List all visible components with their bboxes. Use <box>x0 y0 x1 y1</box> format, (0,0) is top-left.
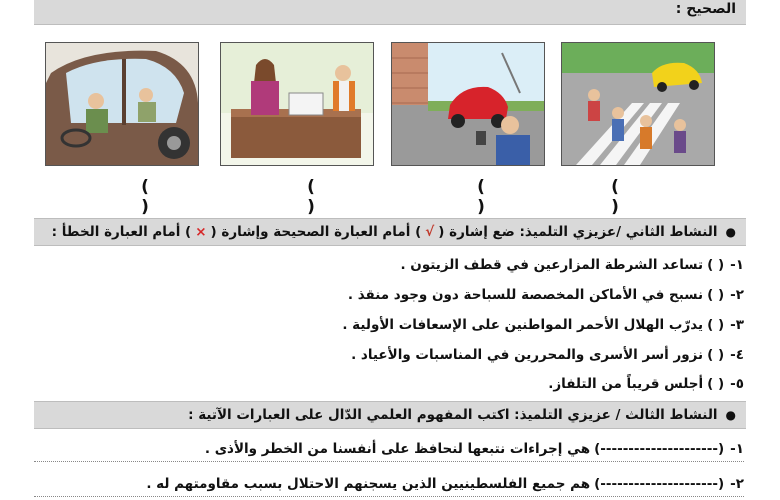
top-band-label: الصحيح : <box>675 1 736 17</box>
statement-text: تساعد الشرطة المزارعين في قطف الزيتون . <box>400 257 704 273</box>
picture-answer-slot-1[interactable]: ( ) <box>141 177 167 217</box>
picture-reckless-driving <box>391 42 545 166</box>
activity3-header <box>34 401 746 429</box>
statement-row-2 <box>348 287 744 303</box>
concept-text: هم جميع الفلسطينيين الذين يسجنهم الاحتلال بسبب مقاومتهم له . <box>146 476 591 492</box>
statement-number: ٥- <box>730 376 744 392</box>
statement-number: ٣- <box>730 317 744 333</box>
statement-number: ٤- <box>730 347 744 363</box>
statement-text: نزور أسر الأسرى والمحررين في المناسبات والأعياد . <box>351 347 704 363</box>
picture-voting-box <box>220 42 374 166</box>
x-mark-icon: × <box>195 224 207 240</box>
check-mark-icon: √ <box>425 224 435 240</box>
concept-row-2 <box>34 476 744 497</box>
top-band <box>34 0 746 25</box>
statement-text: يدرّب الهلال الأحمر المواطنين على الإسعافات الأولية . <box>342 317 704 333</box>
answer-slot[interactable]: ( ) <box>707 347 725 363</box>
answer-slot[interactable]: ( ) <box>707 376 725 392</box>
statement-text: أجلس قريباً من التلفاز. <box>548 376 704 392</box>
activity2-title-prefix: النشاط الثاني /عزيزي التلميذ: ضع إشارة ( <box>438 224 718 240</box>
picture-answer-slot-3[interactable]: ( ) <box>477 177 503 217</box>
bullet-icon: ● <box>725 225 736 239</box>
picture-answer-slot-4[interactable]: ( ) <box>611 177 637 217</box>
activity2-title-mid: ) أمام العبارة الصحيحة وإشارة ( <box>210 224 422 240</box>
statement-text: نسبح في الأماكن المخصصة للسباحة دون وجود منقذ . <box>347 287 704 303</box>
concept-number: ١- <box>730 441 744 457</box>
statement-row-1 <box>400 257 744 273</box>
answer-slot[interactable]: ( ) <box>707 317 725 333</box>
activity3-title: النشاط الثالث / عزيزي التلميذ: اكتب المفهوم العلمي الدّال على العبارات الآتية : <box>188 407 718 423</box>
concept-blank[interactable]: (---------------------) <box>594 476 725 492</box>
activity2-title-suffix: ) أمام العبارة الخطأ : <box>51 224 192 240</box>
picture-children-crossing <box>561 42 715 166</box>
picture-answer-slot-2[interactable]: ( ) <box>307 177 333 217</box>
answer-slot[interactable]: ( ) <box>707 257 725 273</box>
picture-driver-in-car <box>45 42 199 166</box>
statement-row-3 <box>342 317 744 333</box>
concept-blank[interactable]: (---------------------) <box>594 441 725 457</box>
statement-row-4 <box>351 347 744 363</box>
concept-text: هي إجراءات نتبعها لنحافظ على أنفسنا من الخطر والأذى . <box>204 441 591 457</box>
concept-row-1 <box>34 441 744 462</box>
statement-number: ٢- <box>730 287 744 303</box>
bullet-icon: ● <box>725 408 736 422</box>
statement-number: ١- <box>730 257 744 273</box>
activity2-header <box>34 218 746 246</box>
answer-slot[interactable]: ( ) <box>707 287 725 303</box>
concept-number: ٢- <box>730 476 744 492</box>
statement-row-5 <box>548 376 744 392</box>
